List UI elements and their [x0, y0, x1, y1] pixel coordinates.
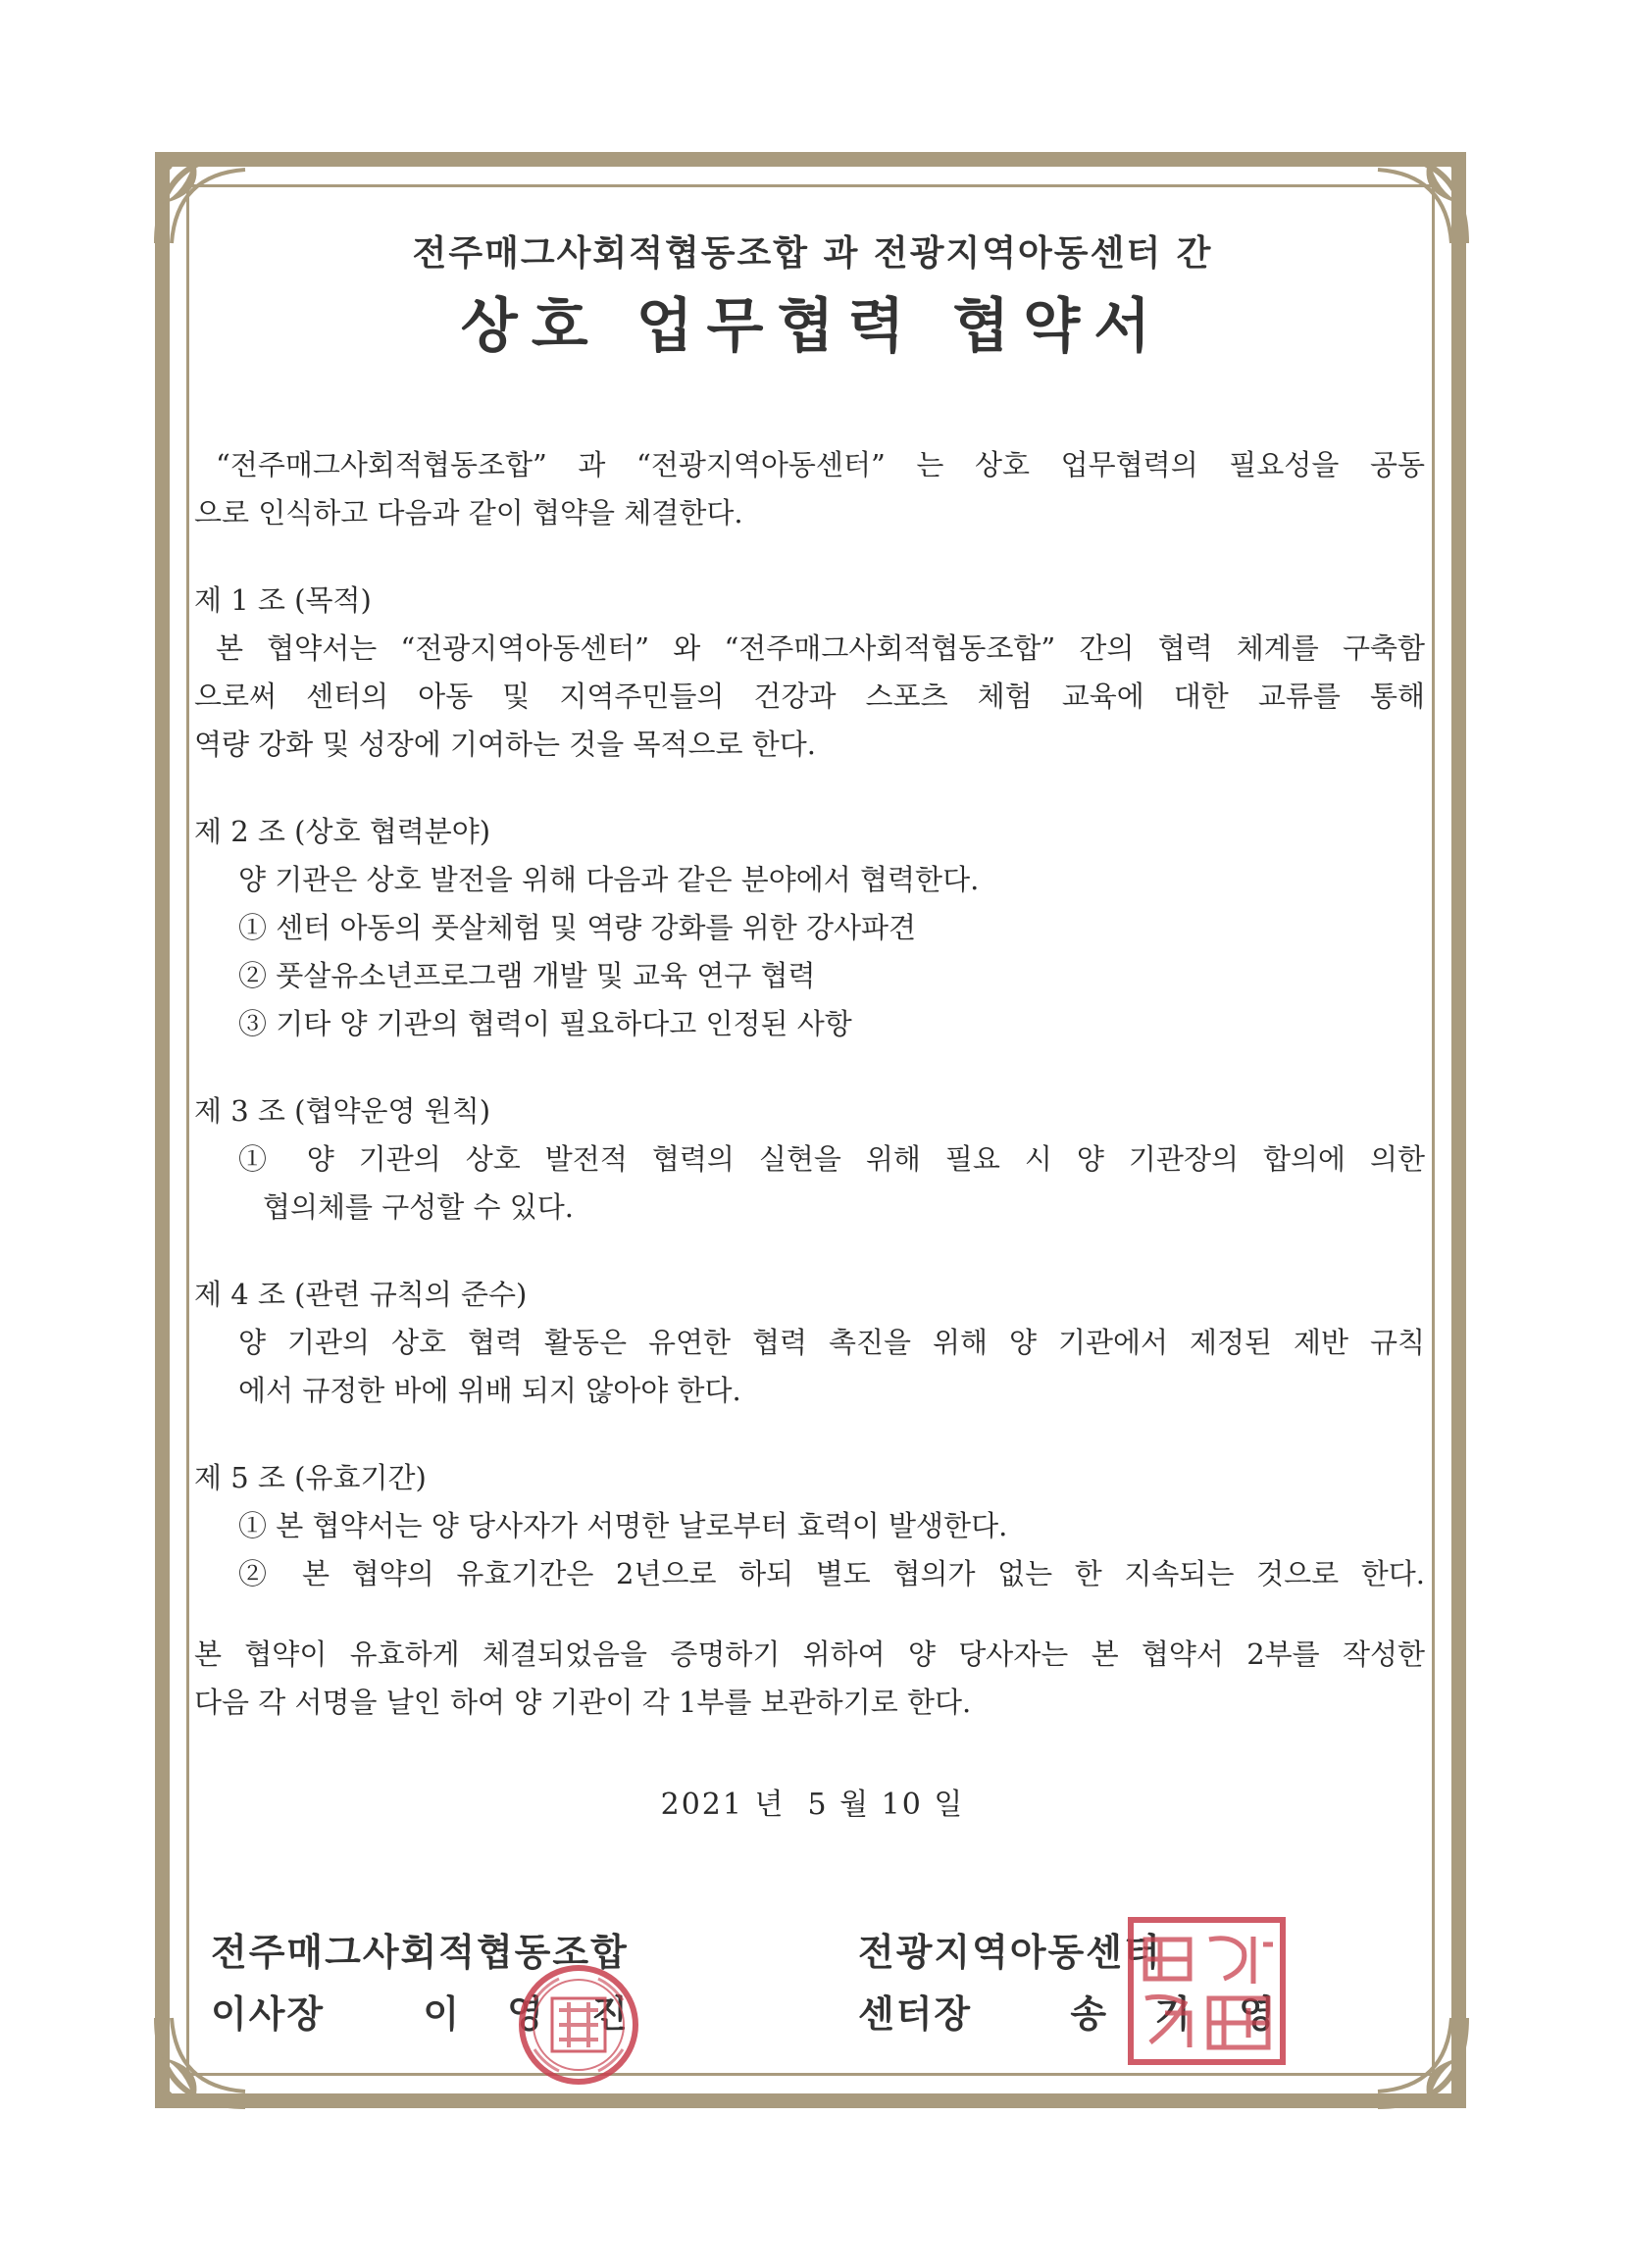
intro-line-2: 으로 인식하고 다음과 같이 협약을 체결한다.	[194, 496, 743, 529]
signatory-left-name: 이 영 진	[423, 1991, 645, 2036]
article-3-line: 협의체를 구성할 수 있다.	[263, 1190, 575, 1224]
closing-line-2: 다음 각 서명을 날인 하여 양 기관이 각 1부를 보관하기로 한다.	[194, 1686, 972, 1719]
agreement-date: 2021 년 5 월 10 일	[660, 1788, 965, 1822]
signatory-right-role: 센터장	[858, 1991, 973, 2036]
article-5-heading: 제 5 조 (유효기간)	[194, 1461, 427, 1494]
article-2-item: ① 센터 아동의 풋살체험 및 역량 강화를 위한 강사파견	[238, 911, 917, 944]
article-5-item: ① 본 협약서는 양 당사자가 서명한 날로부터 효력이 발생한다.	[238, 1509, 1008, 1542]
article-2-line: 양 기관은 상호 발전을 위해 다음과 같은 분야에서 협력한다.	[238, 863, 980, 896]
article-1-line: 역량 강화 및 성장에 기여하는 것을 목적으로 한다.	[194, 728, 817, 761]
signatory-left-org: 전주매그사회적협동조합	[211, 1930, 629, 1974]
signatory-left-role: 이사장	[211, 1991, 326, 2036]
article-4-line: 양 기관의 상호 협력 활동은 유연한 협력 촉진을 위해 양 기관에서 제정된 제반 규칙	[238, 1326, 1425, 1359]
signatory-right-org: 전광지역아동센터	[858, 1930, 1162, 1974]
round-seal-stamp-icon	[515, 1961, 642, 2089]
agreement-body	[194, 441, 1425, 1727]
article-1-heading: 제 1 조 (목적)	[194, 583, 372, 617]
intro-line-1: “전주매그사회적협동조합” 과 “전광지역아동센터” 는 상호 업무협력의 필요성을 공동	[216, 448, 1425, 481]
article-3-item: ① 양 기관의 상호 발전적 협력의 실현을 위해 필요 시 양 기관장의 합의에 의한	[238, 1142, 1425, 1176]
corner-ornament-icon	[1368, 2008, 1476, 2116]
square-seal-stamp-icon	[1126, 1915, 1288, 2067]
document-subtitle: 전주매그사회적협동조합 과 전광지역아동센터 간	[412, 232, 1213, 274]
closing-line-1: 본 협약이 유효하게 체결되었음을 증명하기 위하여 양 당사자는 본 협약서 2부를 작성한	[194, 1638, 1425, 1671]
signatory-right-name: 송 기 영	[1070, 1991, 1293, 2036]
article-2-item: ② 풋살유소년프로그램 개발 및 교육 연구 협력	[238, 959, 816, 992]
article-1-line: 으로써 센터의 아동 및 지역주민들의 건강과 스포츠 체험 교육에 대한 교류를 통해	[194, 680, 1425, 713]
article-1-line: 본 협약서는 “전광지역아동센터” 와 “전주매그사회적협동조합” 간의 협력 체계를 구축함	[216, 631, 1425, 665]
article-4-heading: 제 4 조 (관련 규칙의 준수)	[194, 1278, 528, 1311]
article-4-line: 에서 규정한 바에 위배 되지 않아야 한다.	[238, 1374, 741, 1407]
article-5-item: ② 본 협약의 유효기간은 2년으로 하되 별도 협의가 없는 한 지속되는 것으로 한다.	[238, 1557, 1425, 1590]
article-2-heading: 제 2 조 (상호 협력분야)	[194, 815, 491, 848]
article-2-item: ③ 기타 양 기관의 협력이 필요하다고 인정된 사항	[238, 1007, 852, 1040]
document-title: 상호 업무협력 협약서	[460, 292, 1165, 361]
article-3-heading: 제 3 조 (협약운영 원칙)	[194, 1094, 491, 1128]
